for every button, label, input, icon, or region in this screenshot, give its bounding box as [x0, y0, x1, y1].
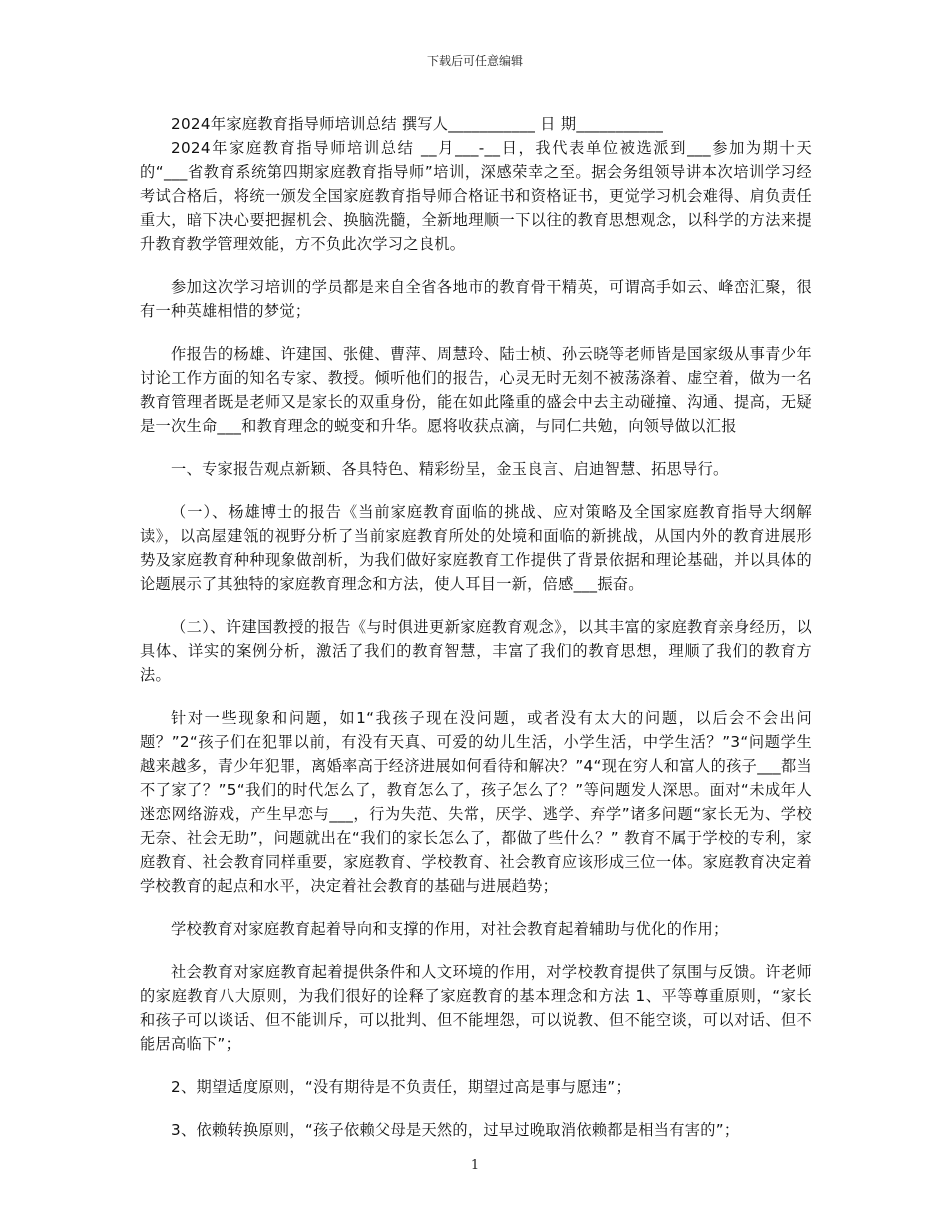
document-body [140, 112, 812, 1161]
page-header: 下载后可任意编辑 [426, 54, 523, 68]
page-number: 1 [470, 1158, 480, 1173]
paragraph-speakers: 作报告的杨雄、许建国、张健、曹萍、周慧玲、陆士桢、孙云晓等老师皆是国家级从事青少年讨论工作方面的知名专家、教授。倾听他们的报告，心灵无时无刻不被荡涤着、虚空着，做为一名教育管理者既是老师又是家长的双重身份，能在如此隆重的盛会中去主动碰撞、沟通、提高，无疑是一次生命___和教育理念的蜕变和升华。愿将收获点滴，与同仁共勉，向领导做以汇报 [140, 345, 812, 435]
section-heading-1: 一、专家报告观点新颖、各具特色、精彩纷呈，金玉良言、启迪智慧、拓思导行。 [171, 460, 729, 478]
paragraph-yang-xiong: （一）、杨雄博士的报告《当前家庭教育面临的挑战、应对策略及全国家庭教育指导大纲解读》，以高屋建瓴的视野分析了当前家庭教育所处的处境和面临的新挑战，从国内外的教育进展形势及家庭教育种种现象做剖析，为我们做好家庭教育工作提供了背景依据和理论基础，并以具体的论题展示了其独特的家庭教育理念和方法，使人耳目一新，倍感___振奋。 [140, 503, 812, 593]
paragraph-principle-3: 3、依赖转换原则，“孩子依赖父母是天然的，过早过晚取消依赖都是相当有害的”； [171, 1121, 740, 1139]
paragraph-participants: 参加这次学习培训的学员都是来自全省各地市的教育骨干精英，可谓高手如云、峰峦汇聚，很有一种英雄相惜的梦觉； [140, 278, 812, 320]
document-title-line: 2024年家庭教育指导师培训总结 撰写人___________ 日 期___________ [171, 115, 664, 133]
paragraph-intro: 2024年家庭教育指导师培训总结 __月___-__日，我代表单位被选派到___参加为期十天的“___省教育系统第四期家庭教育指导师”培训，深感荣幸之至。据会务组领导讲本次培训学习经考试合格后，将统一颁发全国家庭教育指导师合格证书和资格证书，更觉学习机会难得、肩负责任重大，暗下决心要把握机会、换脑洗髓，全新地理顺一下以往的教育思想观念，以科学的方法来提升教育教学管理效能，方不负此次学习之良机。 [140, 139, 812, 253]
paragraph-social-education: 社会教育对家庭教育起着提供条件和人文环境的作用，对学校教育提供了氛围与反馈。许老师的家庭教育八大原则，为我们很好的诠释了家庭教育的基本理念和方法 1、平等尊重原则，“家长和孩子可以谈话、但不能训斥，可以批判、但不能埋怨，可以说教、但不能空谈，可以对话、但不能居高临下”； [140, 963, 812, 1053]
paragraph-school-education: 学校教育对家庭教育起着导向和支撑的作用，对社会教育起着辅助与优化的作用； [171, 920, 729, 938]
paragraph-xu-jianguo: （二）、许建国教授的报告《与时俱进更新家庭教育观念》，以其丰富的家庭教育亲身经历，以具体、详实的案例分析，激活了我们的教育智慧，丰富了我们的教育思想，理顺了我们的教育方法。 [140, 618, 812, 684]
paragraph-principle-2: 2、期望适度原则，“没有期待是不负责任，期望过高是事与愿违”； [171, 1078, 631, 1096]
paragraph-questions: 针对一些现象和问题，如1“我孩子现在没问题，或者没有太大的问题，以后会不会出问题？”2“孩子们在犯罪以前，有没有天真、可爱的幼儿生活，小学生活，中学生活？”3“问题学生越来越多，青少年犯罪，离婚率高于经济进展如何看待和解决？”4“现在穷人和富人的孩子___都当不了家了？”5“我们的时代怎么了，教育怎么了，孩子怎么了？”等问题发人深思。面对“未成年人迷恋网络游戏，产生早恋与___，行为失范、失常，厌学、逃学、弃学”诸多问题“家长无为、学校无奈、社会无助”，问题就出在“我们的家长怎么了，都做了些什么？” 教育不属于学校的专利，家庭教育、社会教育同样重要，家庭教育、学校教育、社会教育应该形成三位一体。家庭教育决定着学校教育的起点和水平，决定着社会教育的基础与进展趋势； [140, 709, 812, 895]
